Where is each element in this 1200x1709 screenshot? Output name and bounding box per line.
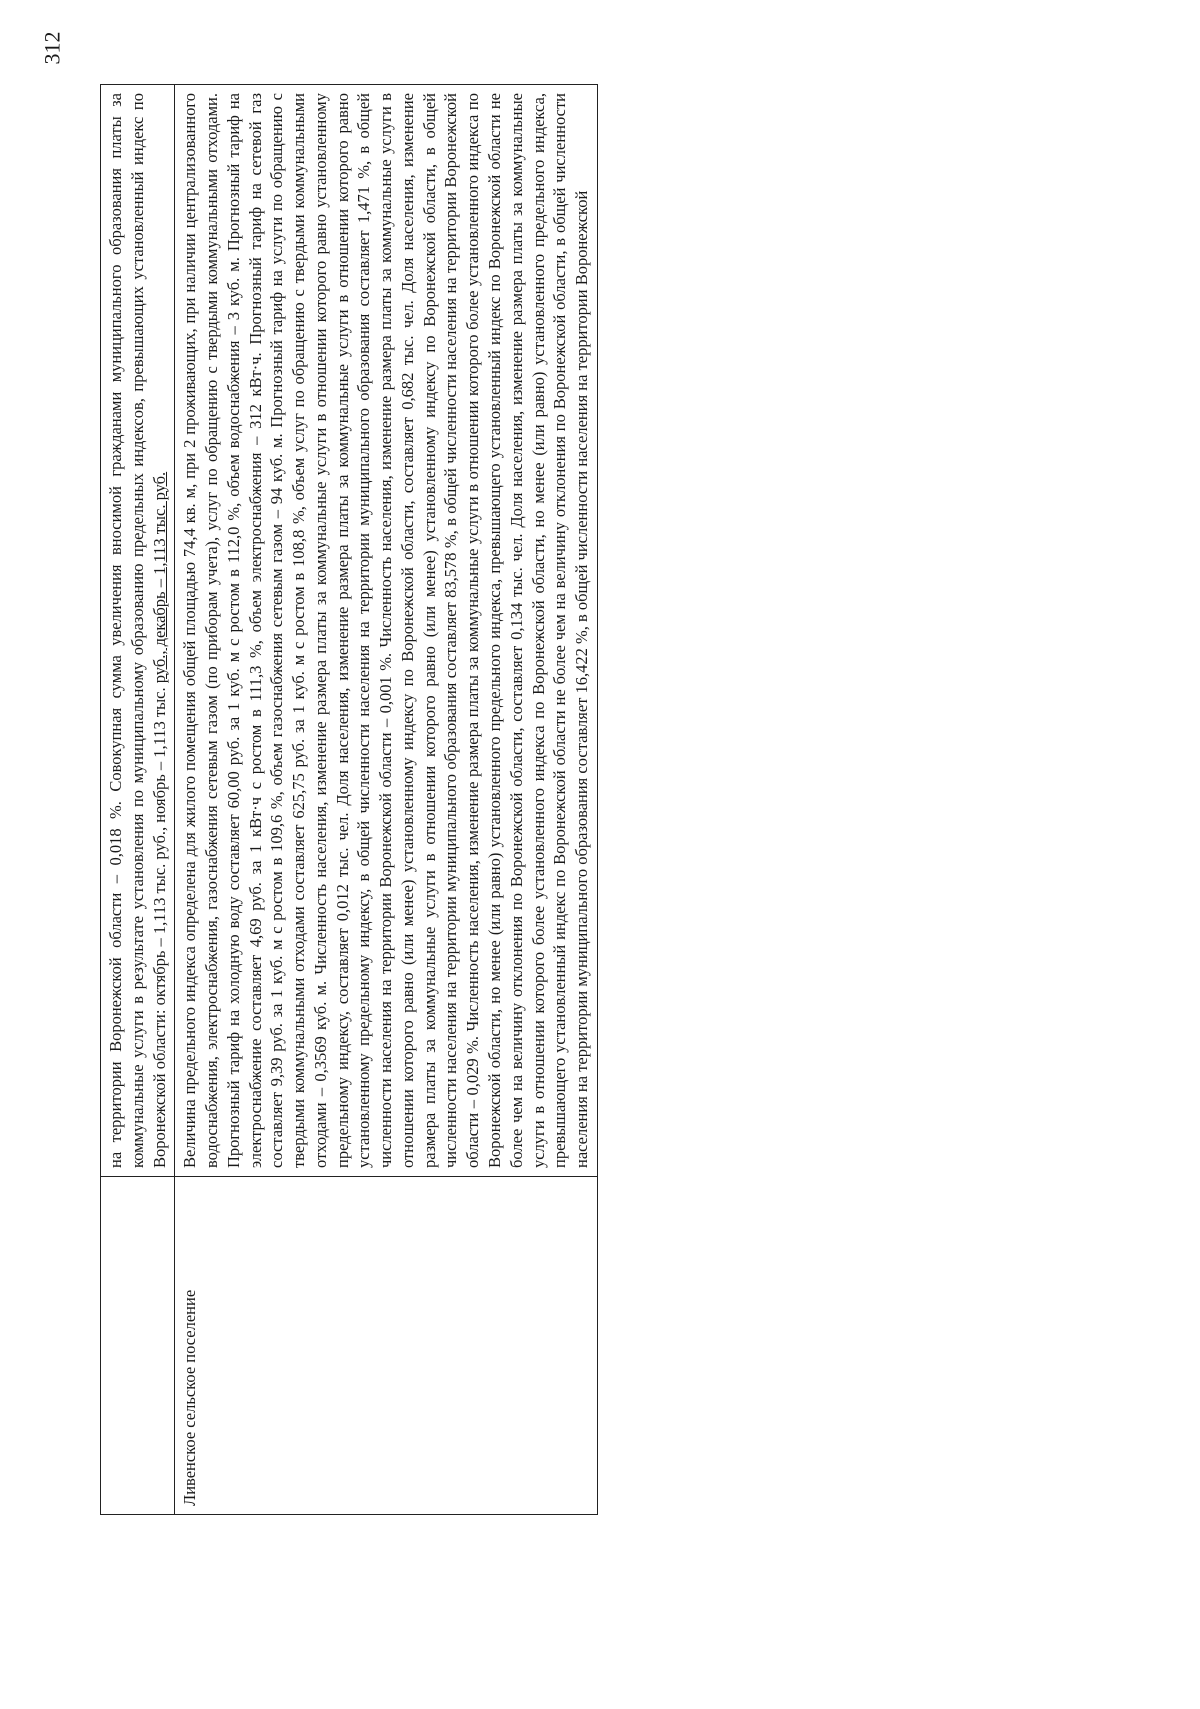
description-cell [101,85,175,1177]
description-underlined-text: руб., декабрь – 1,113 тыс. руб. [149,471,169,684]
document-table [100,84,598,1515]
page-number [32,28,72,68]
page-number-text: 312 [39,31,64,65]
rotated-table-container [100,85,1080,1515]
municipality-name-cell: Ливенское сельское поселение [175,1177,598,1515]
description-cell: Величина предельного индекса определена для жилого помещения общей площадью 74,4 кв. м, при 2 проживающих, при наличии централизованного водоснабжения, электроснабжения, газоснабжения сетевым газом (по приборам учета), услуг по обращению с твердыми коммунальными отходами. Прогнозный тариф на холодную воду составляет 60,00 руб. за 1 куб. м с ростом в 112,0 %, объем водоснабжения – 3 куб. м. Прогнозный тариф на электроснабжение составляет 4,69 руб. за 1 кВт·ч с ростом в 111,3 %, объем электроснабжения – 312 кВт·ч. Прогнозный тариф на сетевой газ составляет 9,39 руб. за 1 куб. м с ростом в 109,6 %, объем газоснабжения сетевым газом – 94 куб. м. Прогнозный тариф на услуги по обращению с твердыми коммунальными отходами составляет 625,75 руб. за 1 куб. м с ростом в 108,8 %, объем услуг по обращению с твердыми коммунальными отходами – 0,3569 куб. м. Численность населения, изменение размера платы за коммунальные услуги в отношении которого равно установленному предельному индексу, составляет 0,012 тыс. чел. Доля населения, изменение размера платы за коммунальные услуги в отношении которого равно установленному предельному индексу, в общей численности населения на территории муниципального образования составляет 1,471 %, в общей численности населения на территории Воронежской области – 0,001 %. Численность населения, изменение размера платы за коммунальные услуги в отношении которого равно (или менее) установленному индексу по Воронежской области, составляет 0,682 тыс. чел. Доля населения, изменение размера платы за коммунальные услуги в отношении которого равно (или менее) установленному индексу по Воронежской области, в общей численности населения на территории муниципального образования составляет 83,578 %, в общей численности населения на территории Воронежской области – 0,029 %. Численность населения, изменение размера платы за коммунальные услуги в отношении которого более установленного индекса по Воронежской области, но менее (или равно) установленного предельного индекса, превышающего установленный индекс по Воронежской области не более чем на величину отклонения по Воронежской области, составляет 0,134 тыс. чел. Доля населения, изменение размера платы за коммунальные услуги в отношении которого более установленного индекса по Воронежской области, но менее (или равно) установленного предельного индекса, превышающего установленный индекс по Воронежской области не более чем на величину отклонения по Воронежской области, в общей численности населения на территории муниципального образования составляет 16,422 %, в общей численности населения на территории Воронежской [175,85,598,1177]
table-row [175,85,598,1515]
municipality-name-cell [101,1177,175,1515]
table-row [101,85,175,1515]
description-text: на территории Воронежской области – 0,018 %. Совокупная сумма увеличения вносимой гражданами муниципального образования платы за коммунальные услуги в результате установления по муниципальному образованию предельных индексов, превышающих установленный индекс по Воронежской области: октябрь – 1,113 тыс. руб., ноябрь – 1,113 тыс. [106,93,169,1168]
